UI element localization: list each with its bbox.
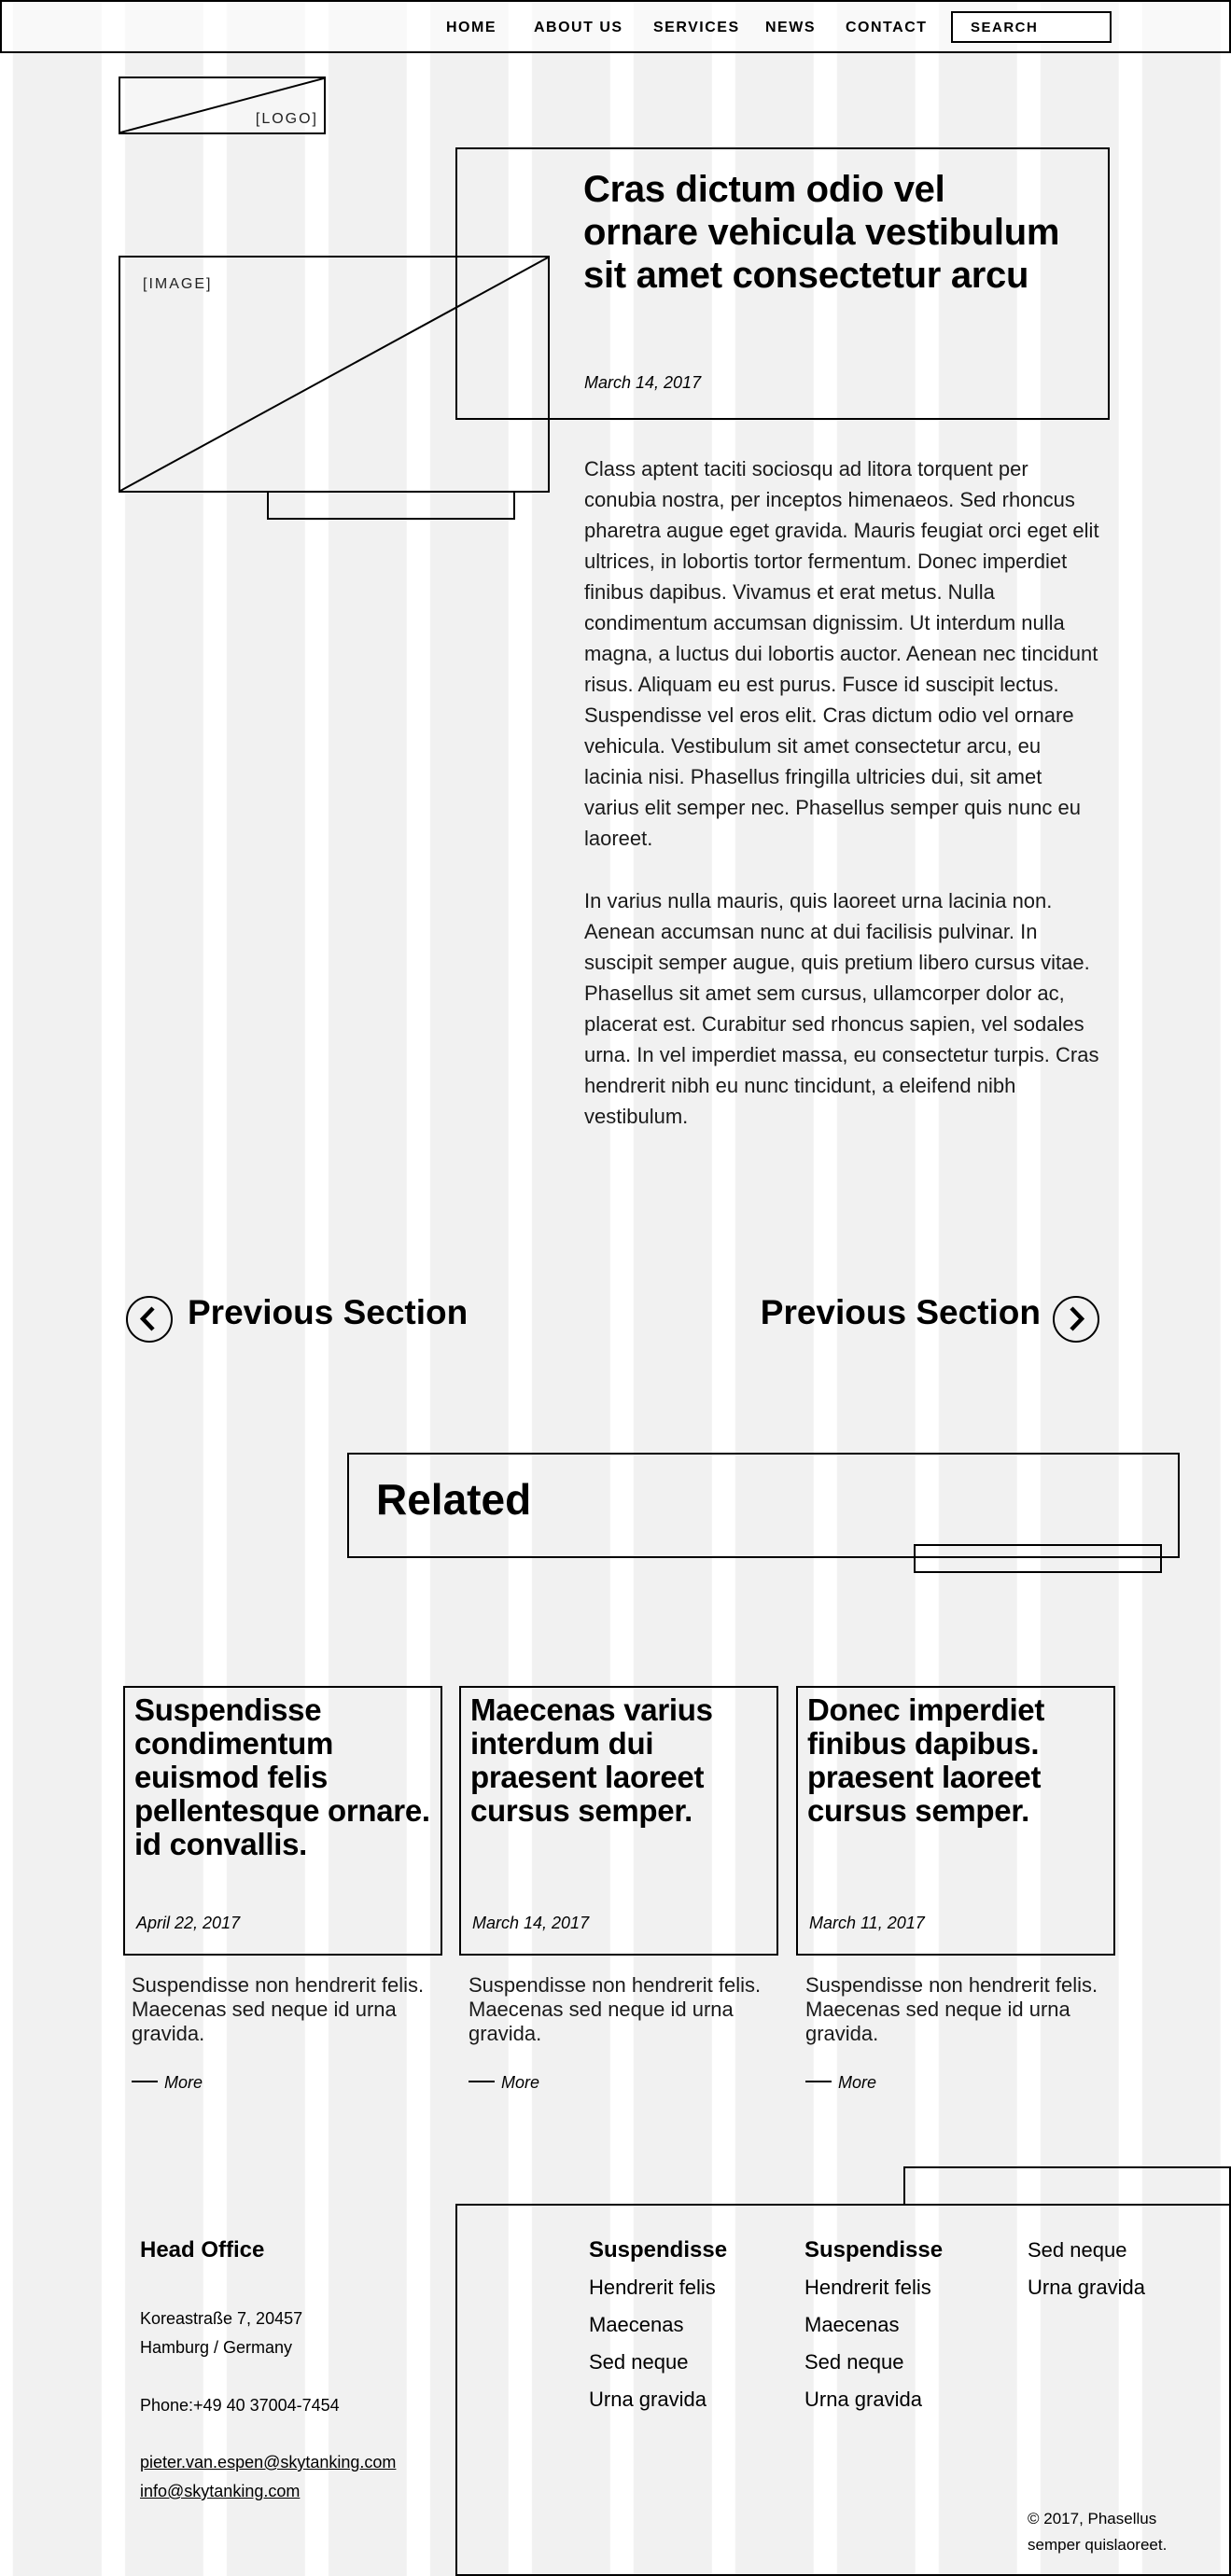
footer-col2-list	[804, 2269, 931, 2418]
footer-link[interactable]: Urna gravida	[804, 2388, 922, 2411]
footer-link[interactable]: Sed neque	[804, 2350, 904, 2374]
more-label: More	[838, 2073, 877, 2092]
related-heading: Related	[376, 1475, 532, 1524]
card-excerpt: Suspendisse non hendrerit felis. Maecenas sed neque id urna gravida.	[469, 1973, 762, 2045]
next-section-link[interactable]: Previous Section	[760, 1293, 1041, 1331]
copyright	[1028, 2506, 1167, 2558]
nav-contact[interactable]: CONTACT	[846, 20, 928, 35]
more-link[interactable]	[469, 2073, 539, 2093]
image-label: [IMAGE]	[143, 276, 213, 292]
footer-link[interactable]: Hendrerit felis	[589, 2276, 716, 2299]
footer-link[interactable]: Maecenas	[589, 2313, 684, 2336]
dash-icon	[805, 2081, 832, 2082]
footer-col2-heading: Suspendisse	[804, 2237, 944, 2263]
footer-tab	[903, 2166, 1231, 2206]
logo-label: [LOGO]	[255, 111, 318, 127]
dash-icon	[469, 2081, 495, 2082]
related-card-3[interactable]	[796, 1686, 1115, 1956]
footer-col1-heading: Suspendisse	[589, 2237, 728, 2263]
card-title: Donec imperdiet finibus dapibus. praesent laoreet cursus semper.	[807, 1692, 1045, 1828]
email-link-2[interactable]: info@skytanking.com	[140, 2482, 301, 2500]
card-date: March 11, 2017	[809, 1914, 925, 1932]
card-excerpt: Suspendisse non hendrerit felis. Maecenas sed neque id urna gravida.	[132, 1973, 425, 2045]
card-date: April 22, 2017	[136, 1914, 241, 1932]
top-navigation	[0, 0, 1231, 53]
chevron-left-icon	[128, 1298, 170, 1340]
copyright-line-2: semper quislaoreet.	[1028, 2536, 1168, 2554]
nav-services[interactable]: SERVICES	[653, 20, 740, 35]
card-title: Maecenas varius interdum dui praesent laoreet cursus semper.	[470, 1692, 713, 1828]
related-accent-bar	[914, 1544, 1162, 1573]
address-line-2: Hamburg / Germany	[140, 2338, 293, 2357]
nav-news[interactable]: NEWS	[765, 20, 816, 35]
article-title: Cras dictum odio vel ornare vehicula vestibulum sit amet consectetur arcu	[583, 169, 1060, 296]
footer-link[interactable]: Sed neque	[589, 2350, 689, 2374]
dash-icon	[132, 2081, 158, 2082]
article-paragraph-1: Class aptent taciti sociosqu ad litora torquent per conubia nostra, per inceptos himenaeos. Sed rhoncus pharetra augue eget gravida. Mauris feugiat orci eget elit ultrices, in lobortis tortor fermentum. Donec imperdiet finibus dapibus. Vivamus et erat metus. Nulla condimentum accumsan dignissim. Ut interdum nulla magna, a luctus dui lobortis auctor. Aenean nec tincidunt risus. Aliquam eu est purus. Fusce id suscipit lectus. Suspendisse vel eros elit. Cras dictum odio vel ornare vehicula. Vestibulum sit amet consectetur arcu, eu lacinia nisi. Phasellus fringilla ultricies dui, sit amet varius elit semper nec. Phasellus semper quis nunc eu laoreet.	[584, 457, 1099, 850]
search-label: SEARCH	[971, 20, 1039, 35]
previous-section-link[interactable]: Previous Section	[188, 1293, 469, 1331]
more-link[interactable]	[132, 2073, 203, 2093]
footer-link[interactable]: Sed neque	[1028, 2238, 1127, 2262]
address-line-1: Koreastraße 7, 20457	[140, 2309, 303, 2328]
next-section-button[interactable]	[1053, 1296, 1099, 1343]
chevron-right-icon	[1055, 1298, 1097, 1340]
head-office-heading: Head Office	[140, 2237, 265, 2263]
card-excerpt: Suspendisse non hendrerit felis. Maecenas sed neque id urna gravida.	[805, 1973, 1098, 2045]
previous-section-button[interactable]	[126, 1296, 173, 1343]
related-card-2[interactable]	[459, 1686, 778, 1956]
email-link-1[interactable]: pieter.van.espen@skytanking.com	[140, 2453, 397, 2472]
footer-col1-list	[589, 2269, 716, 2418]
search-input[interactable]	[951, 11, 1112, 43]
related-card-1[interactable]	[123, 1686, 442, 1956]
image-caption-bar	[267, 491, 515, 520]
footer-link[interactable]: Maecenas	[804, 2313, 900, 2336]
footer-link[interactable]: Hendrerit felis	[804, 2276, 931, 2299]
more-label: More	[501, 2073, 540, 2092]
footer-col3-list	[1028, 2232, 1145, 2306]
footer-link[interactable]: Urna gravida	[1028, 2276, 1145, 2299]
card-date: March 14, 2017	[472, 1914, 590, 1932]
card-title: Suspendisse condimentum euismod felis pellentesque ornare. id convallis.	[134, 1692, 430, 1861]
more-label: More	[164, 2073, 203, 2092]
phone: Phone:+49 40 37004-7454	[140, 2396, 340, 2415]
copyright-line-1: © 2017, Phasellus	[1028, 2510, 1157, 2527]
nav-home[interactable]: HOME	[446, 20, 497, 35]
nav-about-us[interactable]: ABOUT US	[534, 20, 623, 35]
article-date: March 14, 2017	[584, 373, 702, 392]
footer-link[interactable]: Urna gravida	[589, 2388, 706, 2411]
article-paragraph-2: In varius nulla mauris, quis laoreet urna lacinia non. Aenean accumsan nunc at dui facilisis pulvinar. In suscipit semper augue, quis pretium libero cursus vitae. Phasellus sit amet sem cursus, ullamcorper dolor ac, placerat est. Curabitur sed rhoncus sapien, vel sodales urna. In vel imperdiet massa, eu consectetur turpis. Cras hendrerit nibh eu nunc tincidunt, a eleifend nibh vestibulum.	[584, 889, 1099, 1128]
logo[interactable]	[119, 77, 326, 134]
more-link[interactable]	[805, 2073, 876, 2093]
